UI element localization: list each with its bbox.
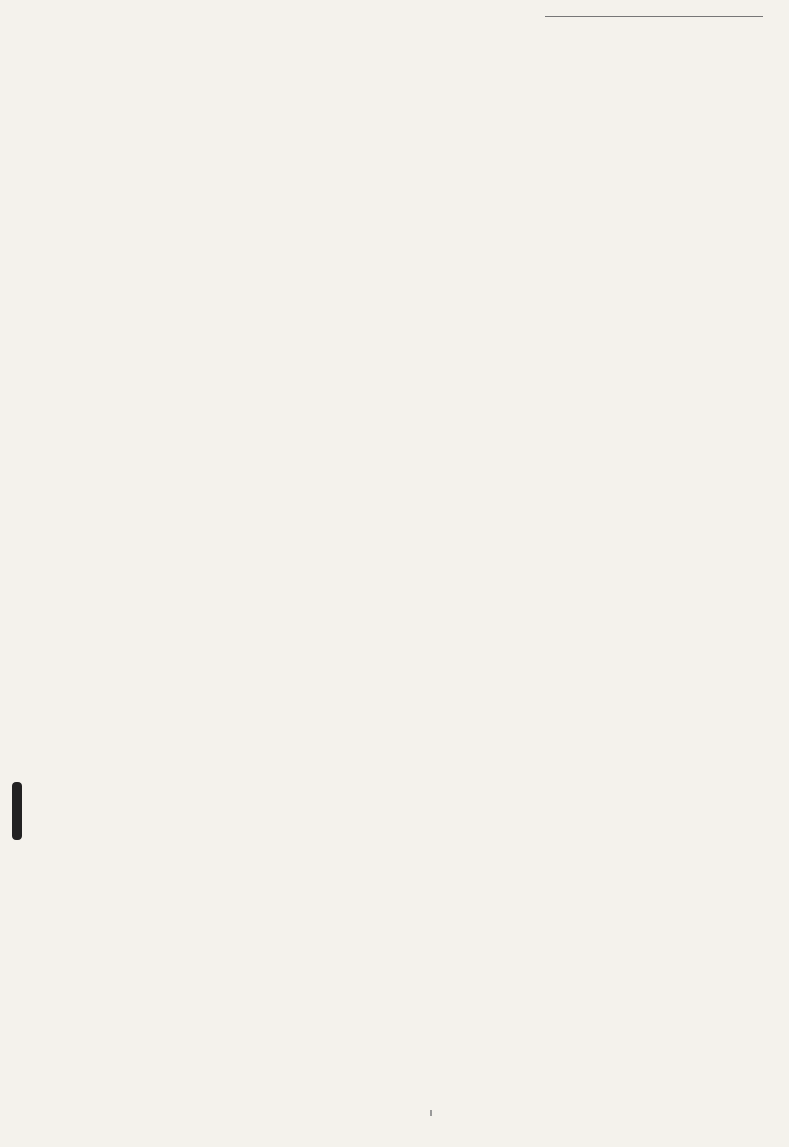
top-rule <box>545 16 763 17</box>
footer-mark <box>430 1110 432 1116</box>
entries-body <box>108 88 748 96</box>
page-header <box>108 58 748 84</box>
binding-mark <box>12 782 22 840</box>
